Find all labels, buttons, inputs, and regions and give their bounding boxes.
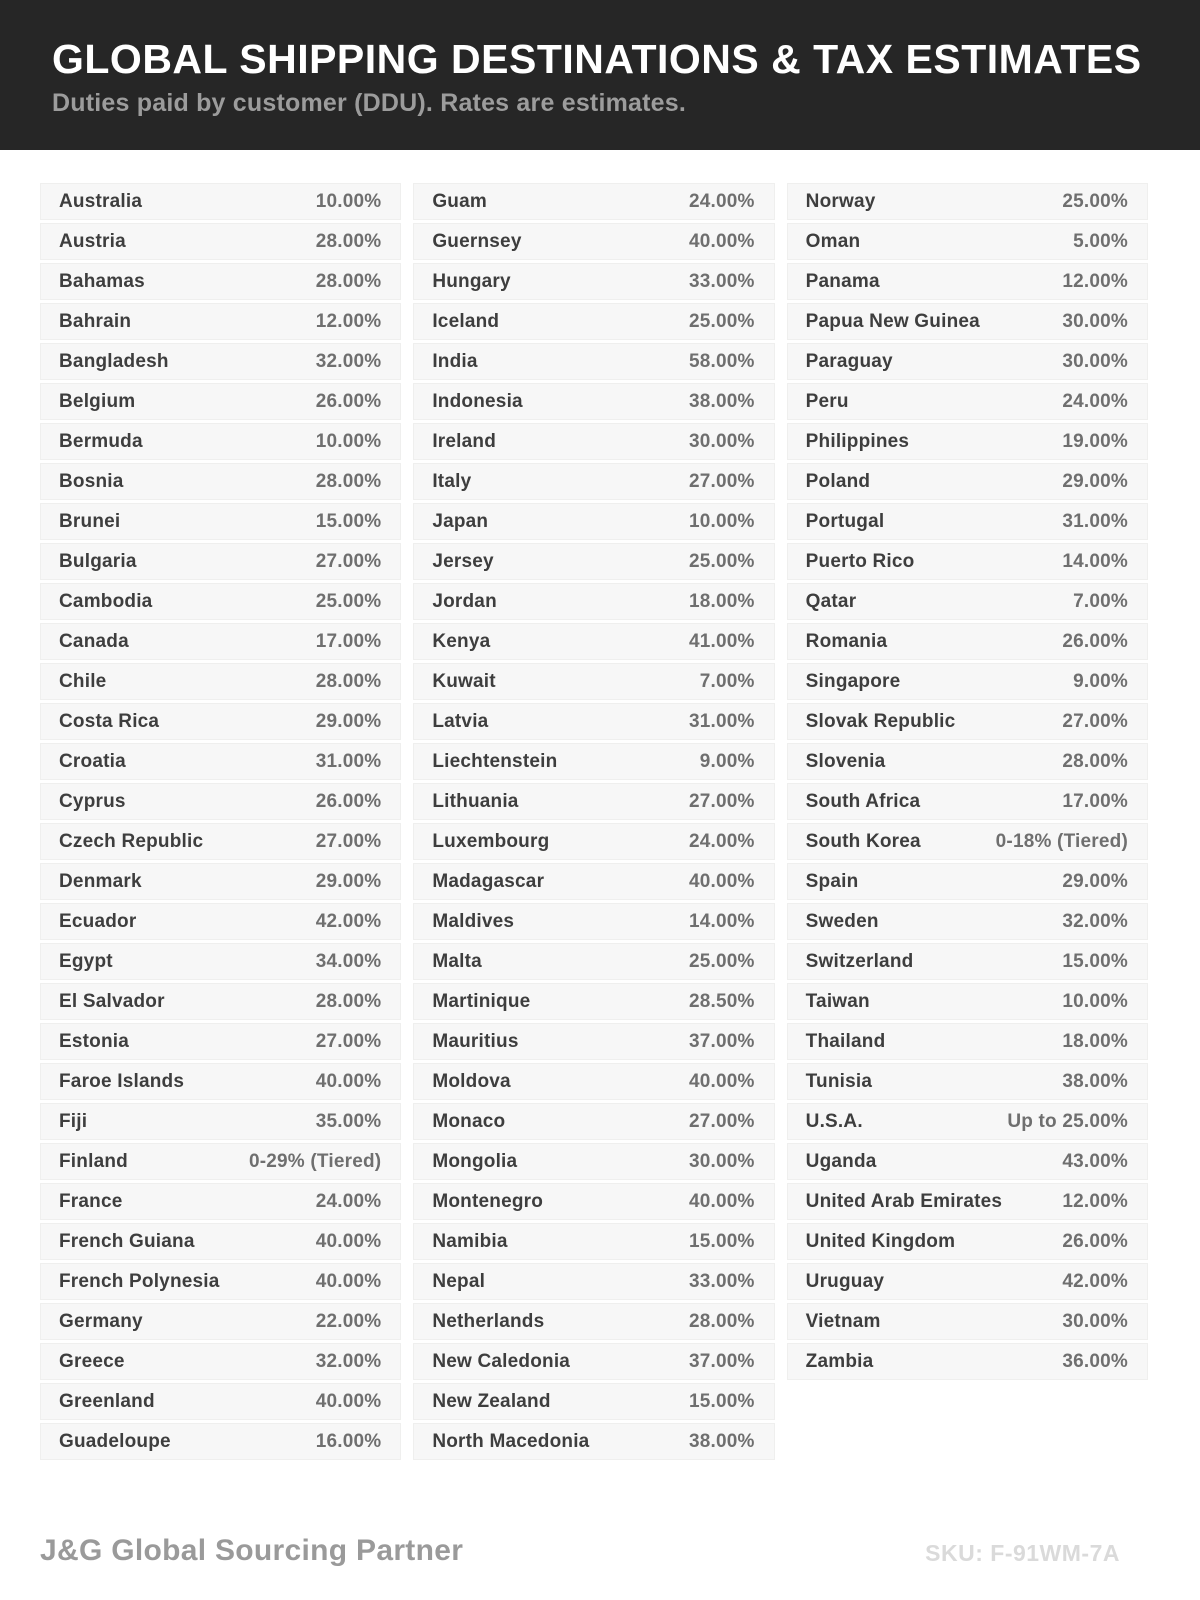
country-name: Ireland — [432, 430, 497, 452]
table-row — [413, 543, 774, 580]
tax-rate: 33.00% — [689, 270, 755, 292]
page-header — [0, 0, 1200, 150]
tax-rate: 30.00% — [689, 1150, 755, 1172]
tax-rate: 28.00% — [315, 270, 382, 292]
tax-rate: 26.00% — [1062, 1230, 1128, 1252]
tax-rate: 0-29% (Tiered) — [248, 1150, 382, 1172]
tax-rate: 15.00% — [689, 1230, 755, 1252]
country-name: Oman — [805, 230, 861, 252]
table-row — [40, 623, 401, 660]
country-name: Uganda — [805, 1150, 877, 1172]
table-row — [40, 383, 401, 420]
tax-rate: 40.00% — [315, 1070, 382, 1092]
tax-rate: 26.00% — [1062, 630, 1128, 652]
table-row — [40, 983, 401, 1020]
tax-rate: 27.00% — [315, 550, 382, 572]
country-name: Poland — [805, 470, 871, 492]
table-row — [787, 1263, 1148, 1300]
country-name: Costa Rica — [59, 710, 160, 732]
table-row — [413, 463, 774, 500]
tax-rate: 58.00% — [689, 350, 755, 372]
country-name: Papua New Guinea — [805, 310, 980, 332]
table-row — [787, 1023, 1148, 1060]
country-name: Guadeloupe — [59, 1430, 171, 1452]
country-name: New Caledonia — [432, 1350, 571, 1372]
table-row — [787, 903, 1148, 940]
tax-rate: 9.00% — [699, 750, 755, 772]
tax-rate: 28.00% — [689, 1310, 755, 1332]
table-row — [787, 1063, 1148, 1100]
table-row — [40, 783, 401, 820]
tax-rate: 7.00% — [1073, 590, 1128, 612]
table-row — [40, 343, 401, 380]
table-row — [413, 1303, 774, 1340]
country-name: Thailand — [805, 1030, 886, 1052]
country-name: Iceland — [432, 310, 500, 332]
table-row — [413, 303, 774, 340]
tax-rate: 22.00% — [315, 1310, 382, 1332]
country-name: South Korea — [805, 830, 921, 852]
tax-rate: 28.50% — [689, 990, 755, 1012]
table-row — [413, 343, 774, 380]
country-name: United Kingdom — [805, 1230, 956, 1252]
table-row — [40, 423, 401, 460]
table-row — [787, 423, 1148, 460]
table-row — [787, 1223, 1148, 1260]
tax-rate: 12.00% — [315, 310, 382, 332]
country-name: Qatar — [805, 590, 857, 612]
table-row — [40, 1423, 401, 1460]
tax-rate: 25.00% — [689, 950, 755, 972]
tax-rate: 10.00% — [1062, 990, 1128, 1012]
table-row — [413, 183, 774, 220]
country-name: Greece — [59, 1350, 125, 1372]
country-name: Uruguay — [805, 1270, 885, 1292]
table-row — [40, 1343, 401, 1380]
table-row — [787, 1143, 1148, 1180]
country-name: Namibia — [432, 1230, 508, 1252]
table-row — [40, 1143, 401, 1180]
tax-rate: 14.00% — [689, 910, 755, 932]
table-row — [787, 1343, 1148, 1380]
tax-rate: 31.00% — [1062, 510, 1128, 532]
tax-rate: 15.00% — [689, 1390, 755, 1412]
table-row — [40, 703, 401, 740]
page-subtitle: Duties paid by customer (DDU). Rates are estimates. — [52, 89, 687, 118]
tax-rate: 7.00% — [699, 670, 755, 692]
table-row — [40, 663, 401, 700]
rates-column-3 — [787, 183, 1148, 1383]
tax-rate: 30.00% — [1062, 1310, 1128, 1332]
country-name: U.S.A. — [805, 1110, 863, 1132]
tax-rate: 32.00% — [315, 350, 382, 372]
table-row — [787, 663, 1148, 700]
country-name: Latvia — [432, 710, 489, 732]
table-row — [787, 583, 1148, 620]
tax-rate: 29.00% — [315, 870, 382, 892]
tax-rate: 40.00% — [689, 230, 755, 252]
country-name: Brunei — [59, 510, 121, 532]
tax-rate: 30.00% — [689, 430, 755, 452]
tax-rate: 40.00% — [689, 1190, 755, 1212]
tax-rate: 38.00% — [689, 390, 755, 412]
tax-rate: 28.00% — [315, 670, 382, 692]
country-name: Singapore — [805, 670, 901, 692]
tax-rate: 15.00% — [1062, 950, 1128, 972]
country-name: Bulgaria — [59, 550, 137, 572]
country-name: Martinique — [432, 990, 531, 1012]
table-row — [40, 543, 401, 580]
country-name: Netherlands — [432, 1310, 545, 1332]
country-name: Puerto Rico — [805, 550, 915, 572]
table-row — [413, 943, 774, 980]
country-name: India — [432, 350, 478, 372]
tax-rate: 27.00% — [689, 470, 755, 492]
country-name: Faroe Islands — [59, 1070, 185, 1092]
tax-rate: 17.00% — [315, 630, 382, 652]
tax-rate: 9.00% — [1073, 670, 1128, 692]
table-row — [40, 1063, 401, 1100]
table-row — [787, 863, 1148, 900]
page-title: GLOBAL SHIPPING DESTINATIONS & TAX ESTIMATES — [52, 36, 1142, 82]
country-name: Egypt — [59, 950, 113, 972]
tax-rate: 28.00% — [315, 990, 382, 1012]
tax-rate: 10.00% — [315, 190, 382, 212]
table-row — [787, 303, 1148, 340]
tax-rate: 41.00% — [689, 630, 755, 652]
country-name: Austria — [59, 230, 126, 252]
tax-rate: 27.00% — [315, 1030, 382, 1052]
table-row — [413, 383, 774, 420]
tax-rate: 26.00% — [315, 790, 382, 812]
table-row — [787, 383, 1148, 420]
table-row — [40, 903, 401, 940]
tax-rate: 40.00% — [315, 1230, 382, 1252]
country-name: Bosnia — [59, 470, 124, 492]
country-name: Malta — [432, 950, 482, 972]
tax-rate: 14.00% — [1062, 550, 1128, 572]
brand-name: J&G Global Sourcing Partner — [40, 1534, 464, 1567]
country-name: Peru — [805, 390, 849, 412]
sku-label: SKU: F-91WM-7A — [925, 1540, 1120, 1566]
country-name: Kuwait — [432, 670, 496, 692]
country-name: Montenegro — [432, 1190, 544, 1212]
country-name: Switzerland — [805, 950, 914, 972]
table-row — [413, 1343, 774, 1380]
country-name: Australia — [59, 190, 143, 212]
rates-column-2 — [413, 183, 774, 1463]
tax-rate: 31.00% — [315, 750, 382, 772]
tax-rate: 24.00% — [1062, 390, 1128, 412]
table-row — [413, 863, 774, 900]
tax-rate: 15.00% — [315, 510, 382, 532]
tax-rate: 42.00% — [1062, 1270, 1128, 1292]
country-name: Belgium — [59, 390, 136, 412]
country-name: France — [59, 1190, 123, 1212]
country-name: Ecuador — [59, 910, 137, 932]
country-name: Hungary — [432, 270, 511, 292]
tax-rate: 27.00% — [1062, 710, 1128, 732]
country-name: Bahrain — [59, 310, 132, 332]
country-name: Bermuda — [59, 430, 143, 452]
table-row — [413, 223, 774, 260]
country-name: Lithuania — [432, 790, 519, 812]
country-name: Paraguay — [805, 350, 893, 372]
table-row — [413, 1023, 774, 1060]
country-name: Romania — [805, 630, 888, 652]
country-name: Kenya — [432, 630, 491, 652]
table-row — [787, 823, 1148, 860]
country-name: Croatia — [59, 750, 126, 772]
country-name: Sweden — [805, 910, 879, 932]
table-row — [40, 463, 401, 500]
table-row — [413, 423, 774, 460]
tax-rate: 27.00% — [689, 790, 755, 812]
table-row — [787, 623, 1148, 660]
rates-table — [40, 183, 1148, 1463]
table-row — [413, 743, 774, 780]
tax-rate: 12.00% — [1062, 270, 1128, 292]
table-row — [787, 1103, 1148, 1140]
country-name: Tunisia — [805, 1070, 873, 1092]
table-row — [413, 503, 774, 540]
country-name: Germany — [59, 1310, 143, 1332]
table-row — [787, 343, 1148, 380]
country-name: Spain — [805, 870, 859, 892]
country-name: Cambodia — [59, 590, 153, 612]
table-row — [413, 1063, 774, 1100]
country-name: Greenland — [59, 1390, 155, 1412]
country-name: Vietnam — [805, 1310, 881, 1332]
tax-rate: 18.00% — [1062, 1030, 1128, 1052]
rates-column-1 — [40, 183, 401, 1463]
table-row — [787, 223, 1148, 260]
tax-rate: 24.00% — [689, 830, 755, 852]
table-row — [40, 1263, 401, 1300]
tax-rate: 31.00% — [689, 710, 755, 732]
tax-rate: 27.00% — [315, 830, 382, 852]
country-name: Slovak Republic — [805, 710, 956, 732]
country-name: Maldives — [432, 910, 515, 932]
table-row — [40, 183, 401, 220]
table-row — [413, 623, 774, 660]
country-name: North Macedonia — [432, 1430, 590, 1452]
tax-rate: 25.00% — [689, 550, 755, 572]
tax-rate: 29.00% — [1062, 870, 1128, 892]
tax-rate: 16.00% — [315, 1430, 382, 1452]
table-row — [787, 503, 1148, 540]
table-row — [413, 583, 774, 620]
tax-rate: 40.00% — [689, 870, 755, 892]
tax-rate: Up to 25.00% — [1007, 1110, 1128, 1132]
table-row — [413, 1263, 774, 1300]
country-name: Bangladesh — [59, 350, 169, 372]
tax-rate: 12.00% — [1062, 1190, 1128, 1212]
table-row — [40, 1103, 401, 1140]
tax-rate: 40.00% — [689, 1070, 755, 1092]
table-row — [787, 703, 1148, 740]
country-name: Monaco — [432, 1110, 506, 1132]
table-row — [787, 183, 1148, 220]
tax-rate: 38.00% — [1062, 1070, 1128, 1092]
country-name: South Africa — [805, 790, 921, 812]
table-row — [787, 463, 1148, 500]
country-name: Portugal — [805, 510, 885, 532]
table-row — [787, 983, 1148, 1020]
table-row — [40, 863, 401, 900]
country-name: Slovenia — [805, 750, 886, 772]
country-name: Japan — [432, 510, 489, 532]
tax-rate: 17.00% — [1062, 790, 1128, 812]
country-name: Panama — [805, 270, 880, 292]
tax-rate: 30.00% — [1062, 310, 1128, 332]
table-row — [787, 543, 1148, 580]
table-row — [40, 303, 401, 340]
table-row — [413, 1223, 774, 1260]
country-name: Guernsey — [432, 230, 522, 252]
table-row — [413, 1143, 774, 1180]
table-row — [40, 823, 401, 860]
country-name: United Arab Emirates — [805, 1190, 1003, 1212]
tax-rate: 25.00% — [689, 310, 755, 332]
table-row — [40, 1383, 401, 1420]
table-row — [40, 223, 401, 260]
tax-rate: 36.00% — [1062, 1350, 1128, 1372]
table-row — [413, 703, 774, 740]
tax-rate: 18.00% — [689, 590, 755, 612]
tax-rate: 19.00% — [1062, 430, 1128, 452]
country-name: Bahamas — [59, 270, 145, 292]
table-row — [413, 783, 774, 820]
tax-rate: 29.00% — [1062, 470, 1128, 492]
tax-rate: 28.00% — [1062, 750, 1128, 772]
tax-rate: 26.00% — [315, 390, 382, 412]
country-name: Zambia — [805, 1350, 874, 1372]
country-name: Madagascar — [432, 870, 545, 892]
tax-rate: 35.00% — [315, 1110, 382, 1132]
tax-rate: 25.00% — [1062, 190, 1128, 212]
country-name: Mauritius — [432, 1030, 519, 1052]
tax-rate: 10.00% — [315, 430, 382, 452]
table-row — [787, 783, 1148, 820]
table-row — [40, 1023, 401, 1060]
tax-rate: 42.00% — [315, 910, 382, 932]
tax-rate: 43.00% — [1062, 1150, 1128, 1172]
table-row — [787, 1183, 1148, 1220]
tax-rate: 28.00% — [315, 470, 382, 492]
country-name: Canada — [59, 630, 129, 652]
country-name: Philippines — [805, 430, 910, 452]
table-row — [413, 903, 774, 940]
country-name: El Salvador — [59, 990, 165, 1012]
country-name: Norway — [805, 190, 876, 212]
country-name: Luxembourg — [432, 830, 550, 852]
table-row — [787, 263, 1148, 300]
tax-rate: 5.00% — [1073, 230, 1128, 252]
tax-rate: 37.00% — [689, 1350, 755, 1372]
table-row — [40, 943, 401, 980]
table-row — [787, 943, 1148, 980]
country-name: Cyprus — [59, 790, 126, 812]
table-row — [413, 1383, 774, 1420]
table-row — [40, 1223, 401, 1260]
country-name: Jordan — [432, 590, 497, 612]
table-row — [787, 1303, 1148, 1340]
tax-rate: 34.00% — [315, 950, 382, 972]
table-row — [40, 503, 401, 540]
tax-rate: 0-18% (Tiered) — [995, 830, 1128, 852]
table-row — [40, 1303, 401, 1340]
table-row — [413, 1183, 774, 1220]
country-name: Moldova — [432, 1070, 511, 1092]
tax-rate: 32.00% — [1062, 910, 1128, 932]
table-row — [40, 743, 401, 780]
country-name: Finland — [59, 1150, 128, 1172]
tax-rate: 10.00% — [689, 510, 755, 532]
tax-rate: 29.00% — [315, 710, 382, 732]
country-name: Chile — [59, 670, 107, 692]
table-row — [787, 743, 1148, 780]
table-row — [413, 263, 774, 300]
country-name: Nepal — [432, 1270, 486, 1292]
tax-rate: 30.00% — [1062, 350, 1128, 372]
country-name: Estonia — [59, 1030, 130, 1052]
country-name: Jersey — [432, 550, 494, 572]
tax-rate: 40.00% — [315, 1390, 382, 1412]
tax-rate: 33.00% — [689, 1270, 755, 1292]
country-name: Czech Republic — [59, 830, 204, 852]
table-row — [413, 663, 774, 700]
country-name: Mongolia — [432, 1150, 518, 1172]
country-name: Guam — [432, 190, 487, 212]
tax-rate: 25.00% — [315, 590, 382, 612]
table-row — [413, 823, 774, 860]
table-row — [40, 1183, 401, 1220]
country-name: Taiwan — [805, 990, 870, 1012]
tax-rate: 24.00% — [315, 1190, 382, 1212]
tax-rate: 28.00% — [315, 230, 382, 252]
table-row — [413, 1423, 774, 1460]
country-name: New Zealand — [432, 1390, 551, 1412]
country-name: French Guiana — [59, 1230, 195, 1252]
country-name: Italy — [432, 470, 472, 492]
tax-rate: 24.00% — [689, 190, 755, 212]
table-row — [40, 263, 401, 300]
table-row — [413, 1103, 774, 1140]
country-name: Fiji — [59, 1110, 88, 1132]
table-row — [413, 983, 774, 1020]
tax-rate: 38.00% — [689, 1430, 755, 1452]
country-name: Liechtenstein — [432, 750, 558, 772]
tax-rate: 32.00% — [315, 1350, 382, 1372]
tax-rate: 27.00% — [689, 1110, 755, 1132]
tax-rate: 40.00% — [315, 1270, 382, 1292]
country-name: Indonesia — [432, 390, 523, 412]
country-name: Denmark — [59, 870, 142, 892]
tax-rate: 37.00% — [689, 1030, 755, 1052]
table-row — [40, 583, 401, 620]
country-name: French Polynesia — [59, 1270, 220, 1292]
